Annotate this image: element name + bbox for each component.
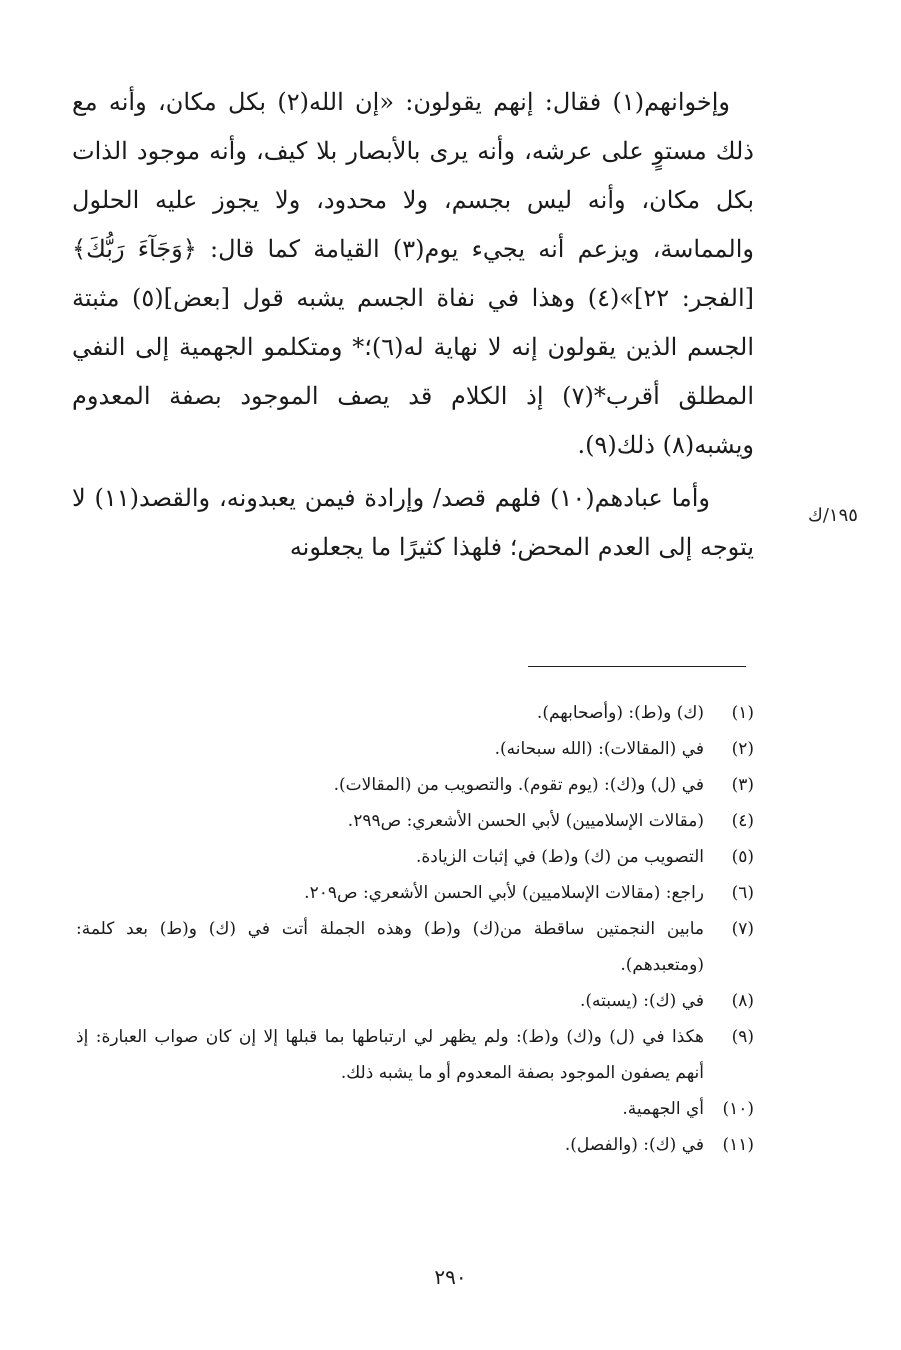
manuscript-margin-note: ١٩٥/ك — [808, 505, 858, 526]
footnotes — [76, 695, 754, 1163]
main-text — [72, 78, 754, 572]
footnote-number: (١١) — [722, 1135, 754, 1155]
footnote-item — [76, 1127, 754, 1163]
footnote-separator — [528, 666, 746, 667]
footnote-number: (١) — [731, 703, 754, 723]
paragraph-1: وإخوانهم(١) فقال: إنهم يقولون: «إن الله(٢) بكل مكان، وأنه مع ذلك مستوٍ على عرشه، وأنه يرى بالأبصار بلا كيف، وأنه موجود الذات بكل مكان، وأنه ليس بجسم، ولا محدود، ولا يجوز عليه الحلول والمماسة، ويزعم أنه يجيء يوم(٣) القيامة كما قال: ﴿وَجَآءَ رَبُّكَ﴾ [الفجر: ٢٢]»(٤) وهذا في نفاة الجسم يشبه قول [بعض](٥) مثبتة الجسم الذين يقولون إنه لا نهاية له(٦)؛* ومتكلمو الجهمية إلى النفي المطلق أقرب*(٧) إذ الكلام قد يصف الموجود بصفة المعدوم ويشبه(٨) ذلك(٩). — [72, 88, 754, 459]
footnote-item — [76, 839, 754, 875]
footnote-text: في (ك): (والفصل). — [564, 1135, 704, 1155]
footnote-text: (ك) و(ط): (وأصحابهم). — [536, 703, 704, 723]
footnote-item — [76, 983, 754, 1019]
footnote-item — [76, 911, 754, 983]
page-number: ٢٩٠ — [434, 1265, 467, 1289]
footnote-number: (٥) — [731, 847, 754, 867]
footnote-number: (١٠) — [722, 1099, 754, 1119]
footnote-number: (٦) — [731, 883, 754, 903]
footnote-item — [76, 1019, 754, 1091]
footnote-item — [76, 803, 754, 839]
footnote-text: راجع: (مقالات الإسلاميين) لأبي الحسن الأشعري: ص٢٠٩. — [304, 883, 704, 903]
footnote-number: (٩) — [731, 1027, 754, 1047]
footnote-number: (٣) — [731, 775, 754, 795]
footnote-text: هكذا في (ل) و(ك) و(ط): ولم يظهر لي ارتباطها بما قبلها إلا إن كان صواب العبارة: إذ أنهم يصفون الموجود بصفة المعدوم أو ما يشبه ذلك. — [76, 1027, 704, 1083]
footnote-number: (٧) — [731, 919, 754, 939]
footnote-text: في (ل) و(ك): (يوم تقوم). والتصويب من (المقالات). — [333, 775, 704, 795]
footnote-item — [76, 875, 754, 911]
footnote-number: (٢) — [731, 739, 754, 759]
footnote-text: مابين النجمتين ساقطة من(ك) و(ط) وهذه الجملة أتت في (ك) و(ط) بعد كلمة: (ومتعبدهم). — [76, 919, 704, 975]
footnote-text: التصويب من (ك) و(ط) في إثبات الزيادة. — [415, 847, 704, 867]
footnote-text: أي الجهمية. — [622, 1099, 704, 1119]
footnote-item — [76, 731, 754, 767]
footnote-number: (٤) — [731, 811, 754, 831]
paragraph-2: وأما عبادهم(١٠) فلهم قصد/ وإرادة فيمن يعبدونه، والقصد(١١) لا يتوجه إلى العدم المحض؛ فلهذا كثيرًا ما يجعلونه — [72, 484, 754, 561]
footnote-text: في (ك): (يسبته). — [579, 991, 704, 1011]
footnote-item — [76, 1091, 754, 1127]
footnote-item — [76, 695, 754, 731]
footnote-text: (مقالات الإسلاميين) لأبي الحسن الأشعري: ص٢٩٩. — [347, 811, 704, 831]
footnote-number: (٨) — [731, 991, 754, 1011]
footnote-text: في (المقالات): (الله سبحانه). — [494, 739, 704, 759]
footnote-item — [76, 767, 754, 803]
